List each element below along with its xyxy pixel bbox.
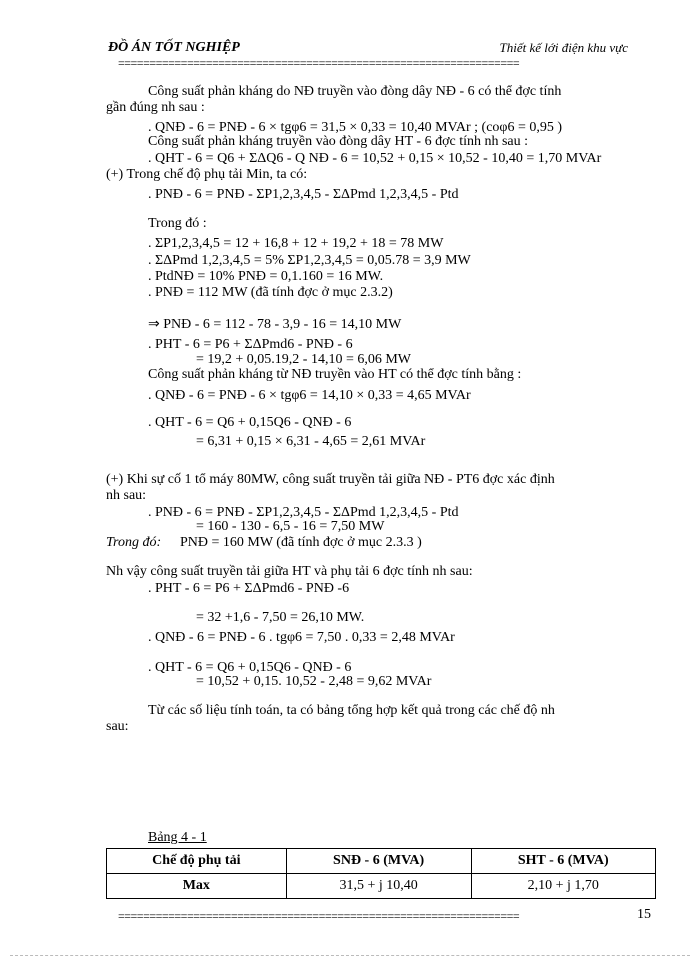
text-line: Từ các số liệu tính toán, ta có bảng tổng hợp kết quả trong các chế độ nh (148, 703, 555, 718)
text-line: . PNĐ - 6 = PNĐ - ΣP1,2,3,4,5 - ΣΔPmd 1,2,3,4,5 - Ptd (148, 187, 459, 202)
doc-header-title: ĐỒ ÁN TỐT NGHIỆP (108, 40, 240, 55)
text-line: . ΣΔPmd 1,2,3,4,5 = 5% ΣP1,2,3,4,5 = 0,05.78 = 3,9 MW (148, 253, 471, 268)
table-header-row (107, 849, 656, 874)
text-line: (+) Trong chế độ phụ tải Min, ta có: (106, 167, 308, 182)
text-line: . PHT - 6 = P6 + ΣΔPmd6 - PNĐ - 6 (148, 337, 353, 352)
page-number: 15 (637, 907, 651, 922)
text-line: Trong đó : (148, 216, 207, 231)
table-header-cell: SNĐ - 6 (MVA) (286, 849, 471, 874)
text-line: . PtdNĐ = 10% PNĐ = 0,1.160 = 16 MW. (148, 269, 384, 284)
table-header-cell: Chế độ phụ tải (107, 849, 287, 874)
header-rule: ================================================================ (118, 56, 520, 70)
page-edge-divider (10, 955, 690, 956)
table-cell: Max (107, 874, 287, 899)
table-cell: 31,5 + j 10,40 (286, 874, 471, 899)
text-line: = 6,31 + 0,15 × 6,31 - 4,65 = 2,61 MVAr (196, 434, 426, 449)
text-line: = 19,2 + 0,05.19,2 - 14,10 = 6,06 MW (196, 352, 412, 367)
summary-table (106, 848, 656, 899)
text-line: . PHT - 6 = P6 + ΣΔPmd6 - PNĐ -6 (148, 581, 350, 596)
footer-rule: ================================================================ (118, 909, 520, 923)
text-line: gần đúng nh sau : (106, 100, 205, 115)
table-row (107, 874, 656, 899)
text-line: . QNĐ - 6 = PNĐ - 6 × tgφ6 = 14,10 × 0,33 = 4,65 MVAr (148, 388, 471, 403)
text-line: . QNĐ - 6 = PNĐ - 6 × tgφ6 = 31,5 × 0,33 = 10,40 MVAr ; (coφ6 = 0,95 ) (148, 120, 563, 135)
text-line: nh sau: (106, 488, 147, 503)
text-line: Trong đó: (106, 535, 162, 550)
text-line: Nh vậy công suất truyền tải giữa HT và phụ tải 6 đợc tính nh sau: (106, 564, 473, 579)
text-line: PNĐ = 160 MW (đã tính đợc ở mục 2.3.3 ) (180, 535, 422, 550)
text-line: . QHT - 6 = Q6 + 0,15Q6 - QNĐ - 6 (148, 415, 352, 430)
text-line: . QHT - 6 = Q6 + 0,15Q6 - QNĐ - 6 (148, 660, 352, 675)
table-caption: Bảng 4 - 1 (148, 830, 207, 845)
text-line: sau: (106, 719, 129, 734)
doc-header-subtitle: Thiết kế lới điện khu vực (499, 40, 628, 55)
text-line: = 32 +1,6 - 7,50 = 26,10 MW. (196, 610, 365, 625)
text-line: Công suất phản kháng do NĐ truyền vào đòng dây NĐ - 6 có thể đợc tính (148, 84, 562, 99)
text-line: . PNĐ - 6 = PNĐ - ΣP1,2,3,4,5 - ΣΔPmd 1,2,3,4,5 - Ptd (148, 505, 459, 520)
text-line: Công suất phản kháng từ NĐ truyền vào HT có thể đợc tính bằng : (148, 367, 522, 382)
text-line: = 10,52 + 0,15. 10,52 - 2,48 = 9,62 MVAr (196, 674, 432, 689)
text-line: Công suất phản kháng truyền vào đòng dây HT - 6 đợc tính nh sau : (148, 134, 529, 149)
text-line: ⇒ PNĐ - 6 = 112 - 78 - 3,9 - 16 = 14,10 MW (148, 317, 402, 332)
text-line: . ΣP1,2,3,4,5 = 12 + 16,8 + 12 + 19,2 + 18 = 78 MW (148, 236, 444, 251)
table-header-cell: SHT - 6 (MVA) (471, 849, 655, 874)
table-cell: 2,10 + j 1,70 (471, 874, 655, 899)
text-line: (+) Khi sự cố 1 tổ máy 80MW, công suất truyền tải giữa NĐ - PT6 đợc xác định (106, 472, 555, 487)
text-line: . QNĐ - 6 = PNĐ - 6 . tgφ6 = 7,50 . 0,33 = 2,48 MVAr (148, 630, 455, 645)
text-line: = 160 - 130 - 6,5 - 16 = 7,50 MW (196, 519, 385, 534)
text-line: . QHT - 6 = Q6 + ΣΔQ6 - Q NĐ - 6 = 10,52 + 0,15 × 10,52 - 10,40 = 1,70 MVAr (148, 151, 602, 166)
text-line: . PNĐ = 112 MW (đã tính đợc ở mục 2.3.2) (148, 285, 393, 300)
